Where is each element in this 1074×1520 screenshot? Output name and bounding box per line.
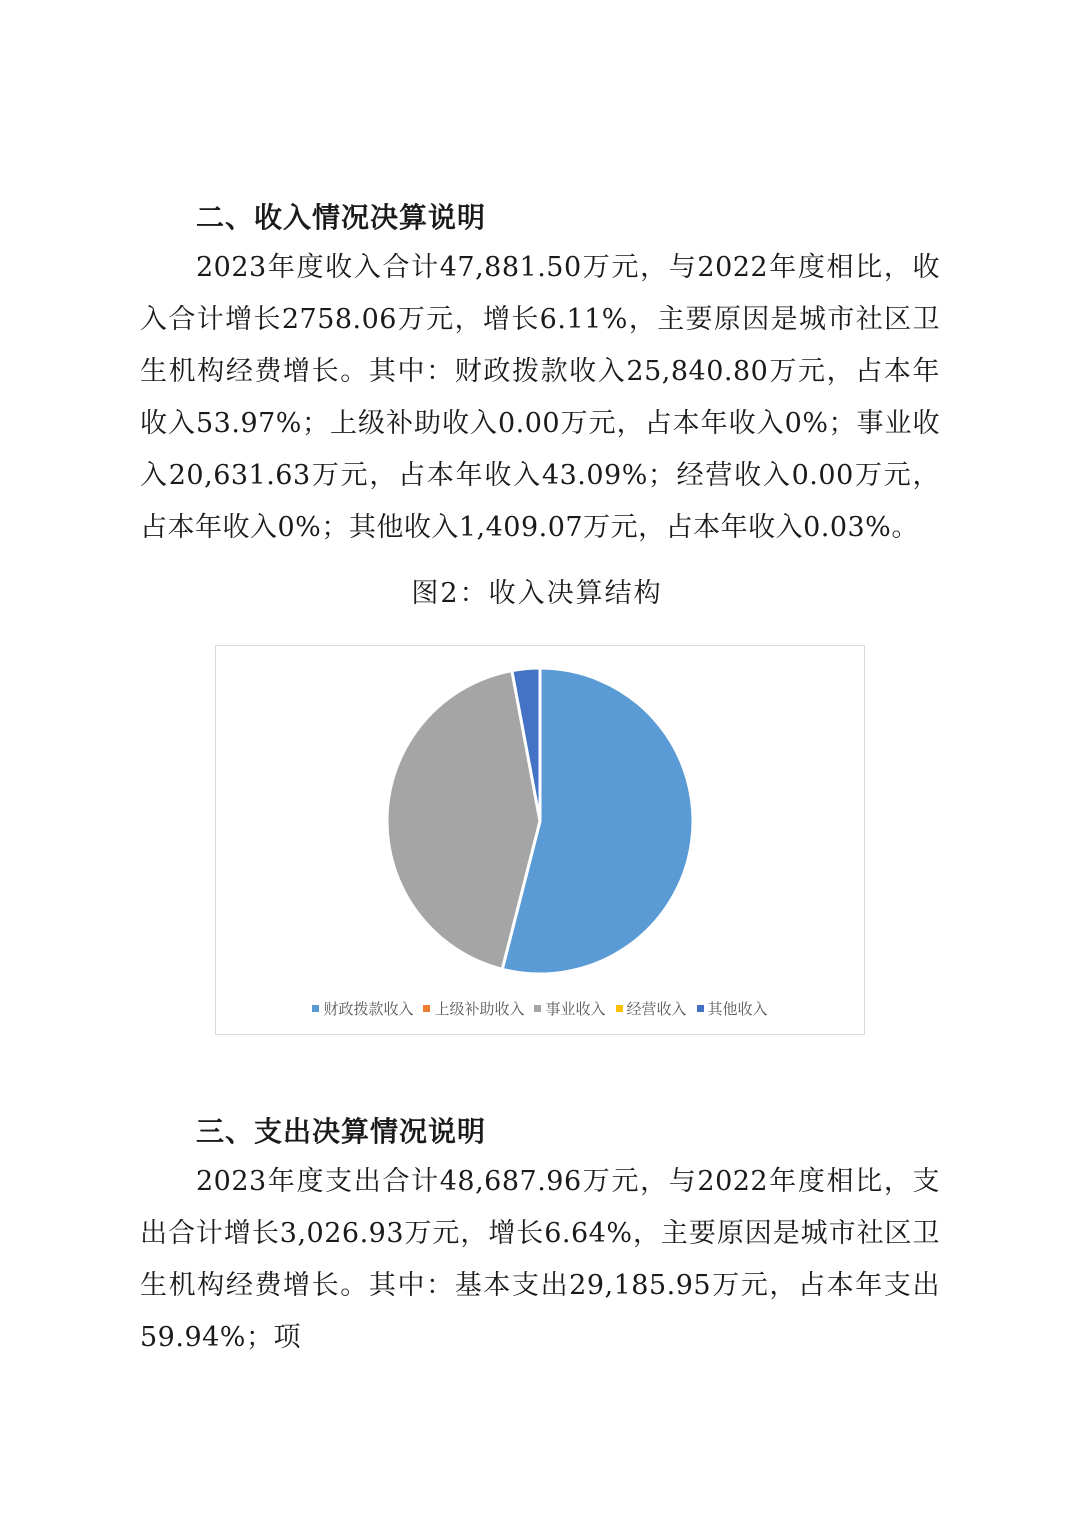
legend-swatch	[697, 1005, 704, 1012]
legend-item-5	[697, 998, 768, 1019]
legend-label: 上级补助收入	[434, 1000, 525, 1018]
legend-swatch	[616, 1005, 623, 1012]
section-heading-income: 二、收入情况决算说明	[196, 201, 487, 234]
pie-chart-svg	[216, 646, 864, 996]
income-paragraph: 2023年度收入合计47,881.50万元，与2022年度相比，收入合计增长2758.06万元，增长6.11%，主要原因是城市社区卫生机构经费增长。其中：财政拨款收入25,840.80万元，占本年收入53.97%；上级补助收入0.00万元，占本年收入0%；事业收入20,631.63万元，占本年收入43.09%；经营收入0.00万元，占本年收入0%；其他收入1,409.07万元，占本年收入0.03%。	[140, 252, 940, 543]
legend-item-1	[312, 998, 413, 1019]
legend-swatch	[423, 1005, 430, 1012]
legend-item-3	[534, 998, 605, 1019]
expense-paragraph: 2023年度支出合计48,687.96万元，与2022年度相比，支出合计增长3,026.93万元，增长6.64%，主要原因是城市社区卫生机构经费增长。其中：基本支出29,185.95万元，占本年支出59.94%；项	[140, 1166, 940, 1353]
legend-label: 其他收入	[707, 1000, 768, 1018]
income-pie-chart	[215, 645, 865, 1035]
figure-caption: 图2：收入决算结构	[411, 578, 663, 609]
legend-item-4	[616, 998, 687, 1019]
legend-label: 经营收入	[626, 1000, 687, 1018]
legend-swatch	[534, 1005, 541, 1012]
legend-label: 财政拨款收入	[323, 1000, 414, 1018]
legend-item-2	[423, 998, 524, 1019]
legend-label: 事业收入	[545, 1000, 606, 1018]
chart-legend	[216, 998, 864, 1019]
section-heading-expense: 三、支出决算情况说明	[196, 1115, 487, 1148]
legend-swatch	[312, 1005, 319, 1012]
